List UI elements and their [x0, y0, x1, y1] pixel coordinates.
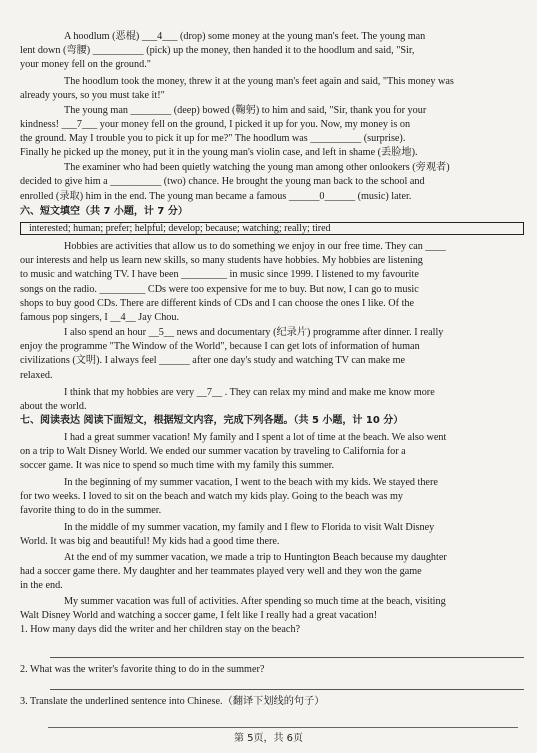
text-line: 2. What was the writer's favorite thing to do in the summer?	[20, 664, 265, 675]
text-line: about the world.	[20, 401, 87, 412]
text-line: I think that my hobbies are very __7__ . They can relax my mind and make me know more	[64, 387, 435, 398]
text-line: already yours, so you must take it!"	[20, 90, 165, 101]
text-line: lent down (弯腰) __________ (pick) up the money, then handed it to the hoodlum and said, "Sir,	[20, 45, 415, 56]
text-line: The young man ________ (deep) bowed (鞠躬) to him and said, "Sir, thank you for your	[64, 105, 427, 116]
text-line: on a trip to Walt Disney World. We ended our summer vacation by traveling to California for a	[20, 446, 406, 457]
text-line: civilizations (文明). I always feel ______ after one day's study and watching TV can make me	[20, 355, 406, 366]
text-line: your money fell on the ground."	[20, 59, 151, 70]
text-line: for two weeks. I loved to sit on the beach and watch my kids play. Going to the beach was my	[20, 491, 403, 502]
text-line: relaxed.	[20, 370, 53, 381]
text-line: World. It was big and beautiful! My kids had a good time there.	[20, 536, 280, 547]
text-line: had a soccer game there. My daughter and her teammates played very well and they won the game	[20, 566, 422, 577]
text-line: The hoodlum took the money, threw it at the young man's feet again and said, "This money was	[64, 76, 454, 87]
text-line: 3. Translate the underlined sentence into Chinese.（翻译下划线的句子）	[20, 696, 325, 707]
text-line: My summer vacation was full of activities. After spending so much time at the beach, visiting	[64, 596, 446, 607]
text-line: famous pop singers, I __4__ Jay Chou.	[20, 312, 180, 323]
text-line: kindness! ___7___ your money fell on the ground, I picked it up for you. Now, my money is on	[20, 119, 411, 130]
text-line: in the end.	[20, 580, 63, 591]
text-line: Hobbies are activities that allow us to do something we enjoy in our free time. They can ____	[64, 241, 446, 252]
answer-line-3	[48, 727, 518, 728]
text-line: The examiner who had been quietly watching the young man among other onlookers (旁观者)	[64, 162, 450, 173]
word-bank-box: interested; human; prefer; helpful; develop; because; watching; really; tired	[20, 222, 524, 235]
text-line: to music and watching TV. I have been _________ in music since 1999. I listened to my favourite	[20, 269, 419, 280]
text-line: Finally he picked up the money, put it in the young man's violin case, and left in shame (丢脸地).	[20, 147, 418, 158]
answer-line-1	[50, 657, 524, 658]
text-line: favorite thing to do in the summer.	[20, 505, 162, 516]
text-line: A hoodlum (恶棍) ___4___ (drop) some money at the young man's feet. The young man	[64, 31, 426, 42]
answer-line-2	[50, 689, 524, 690]
text-line: At the end of my summer vacation, we made a trip to Huntington Beach because my daughter	[64, 552, 447, 563]
text-line: I also spend an hour __5__ news and documentary (纪录片) programme after dinner. I really	[64, 327, 444, 338]
text-line: In the middle of my summer vacation, my family and I flew to Florida to visit Walt Disney	[64, 522, 435, 533]
text-line: In the beginning of my summer vacation, I went to the beach with my kids. We stayed there	[64, 477, 438, 488]
text-line: Walt Disney World and watching a soccer game, I felt like I really had a great vacation!	[20, 610, 378, 621]
text-line: 1. How many days did the writer and her children stay on the beach?	[20, 624, 301, 635]
text-line: our interests and help us learn new skills, so many students have hobbies. My hobbies are listening	[20, 255, 423, 266]
text-line: shops to buy good CDs. There are different kinds of CDs and I can choose the ones I like. Of the	[20, 298, 415, 309]
text-line: songs on the radio. _________ CDs were too expensive for me to buy. But now, I can go to music	[20, 284, 419, 295]
text-line: I had a great summer vacation! My family and I spent a lot of time at the beach. We also went	[64, 432, 447, 443]
text-line: enrolled (录取) him in the end. The young man became a famous ______0______ (music) later.	[20, 191, 412, 202]
text-line: decided to give him a __________ (two) chance. He brought the young man back to the school and	[20, 176, 425, 187]
section-heading: 六、短文填空（共 7 小题，计 7 分）	[20, 206, 188, 217]
text-line: the ground. May I trouble you to pick it up for me?" The hoodlum was __________ (surprise).	[20, 133, 406, 144]
page-footer: 第 5页，共 6页	[233, 733, 304, 744]
section-heading: 七、阅读表达 阅读下面短文，根据短文内容，完成下列各题。（共 5 小题，计 10 分）	[20, 415, 404, 426]
text-line: enjoy the programme "The Window of the World", because I can get lots of information of human	[20, 341, 420, 352]
text-line: soccer game. It was nice to spend so much time with my family this summer.	[20, 460, 335, 471]
